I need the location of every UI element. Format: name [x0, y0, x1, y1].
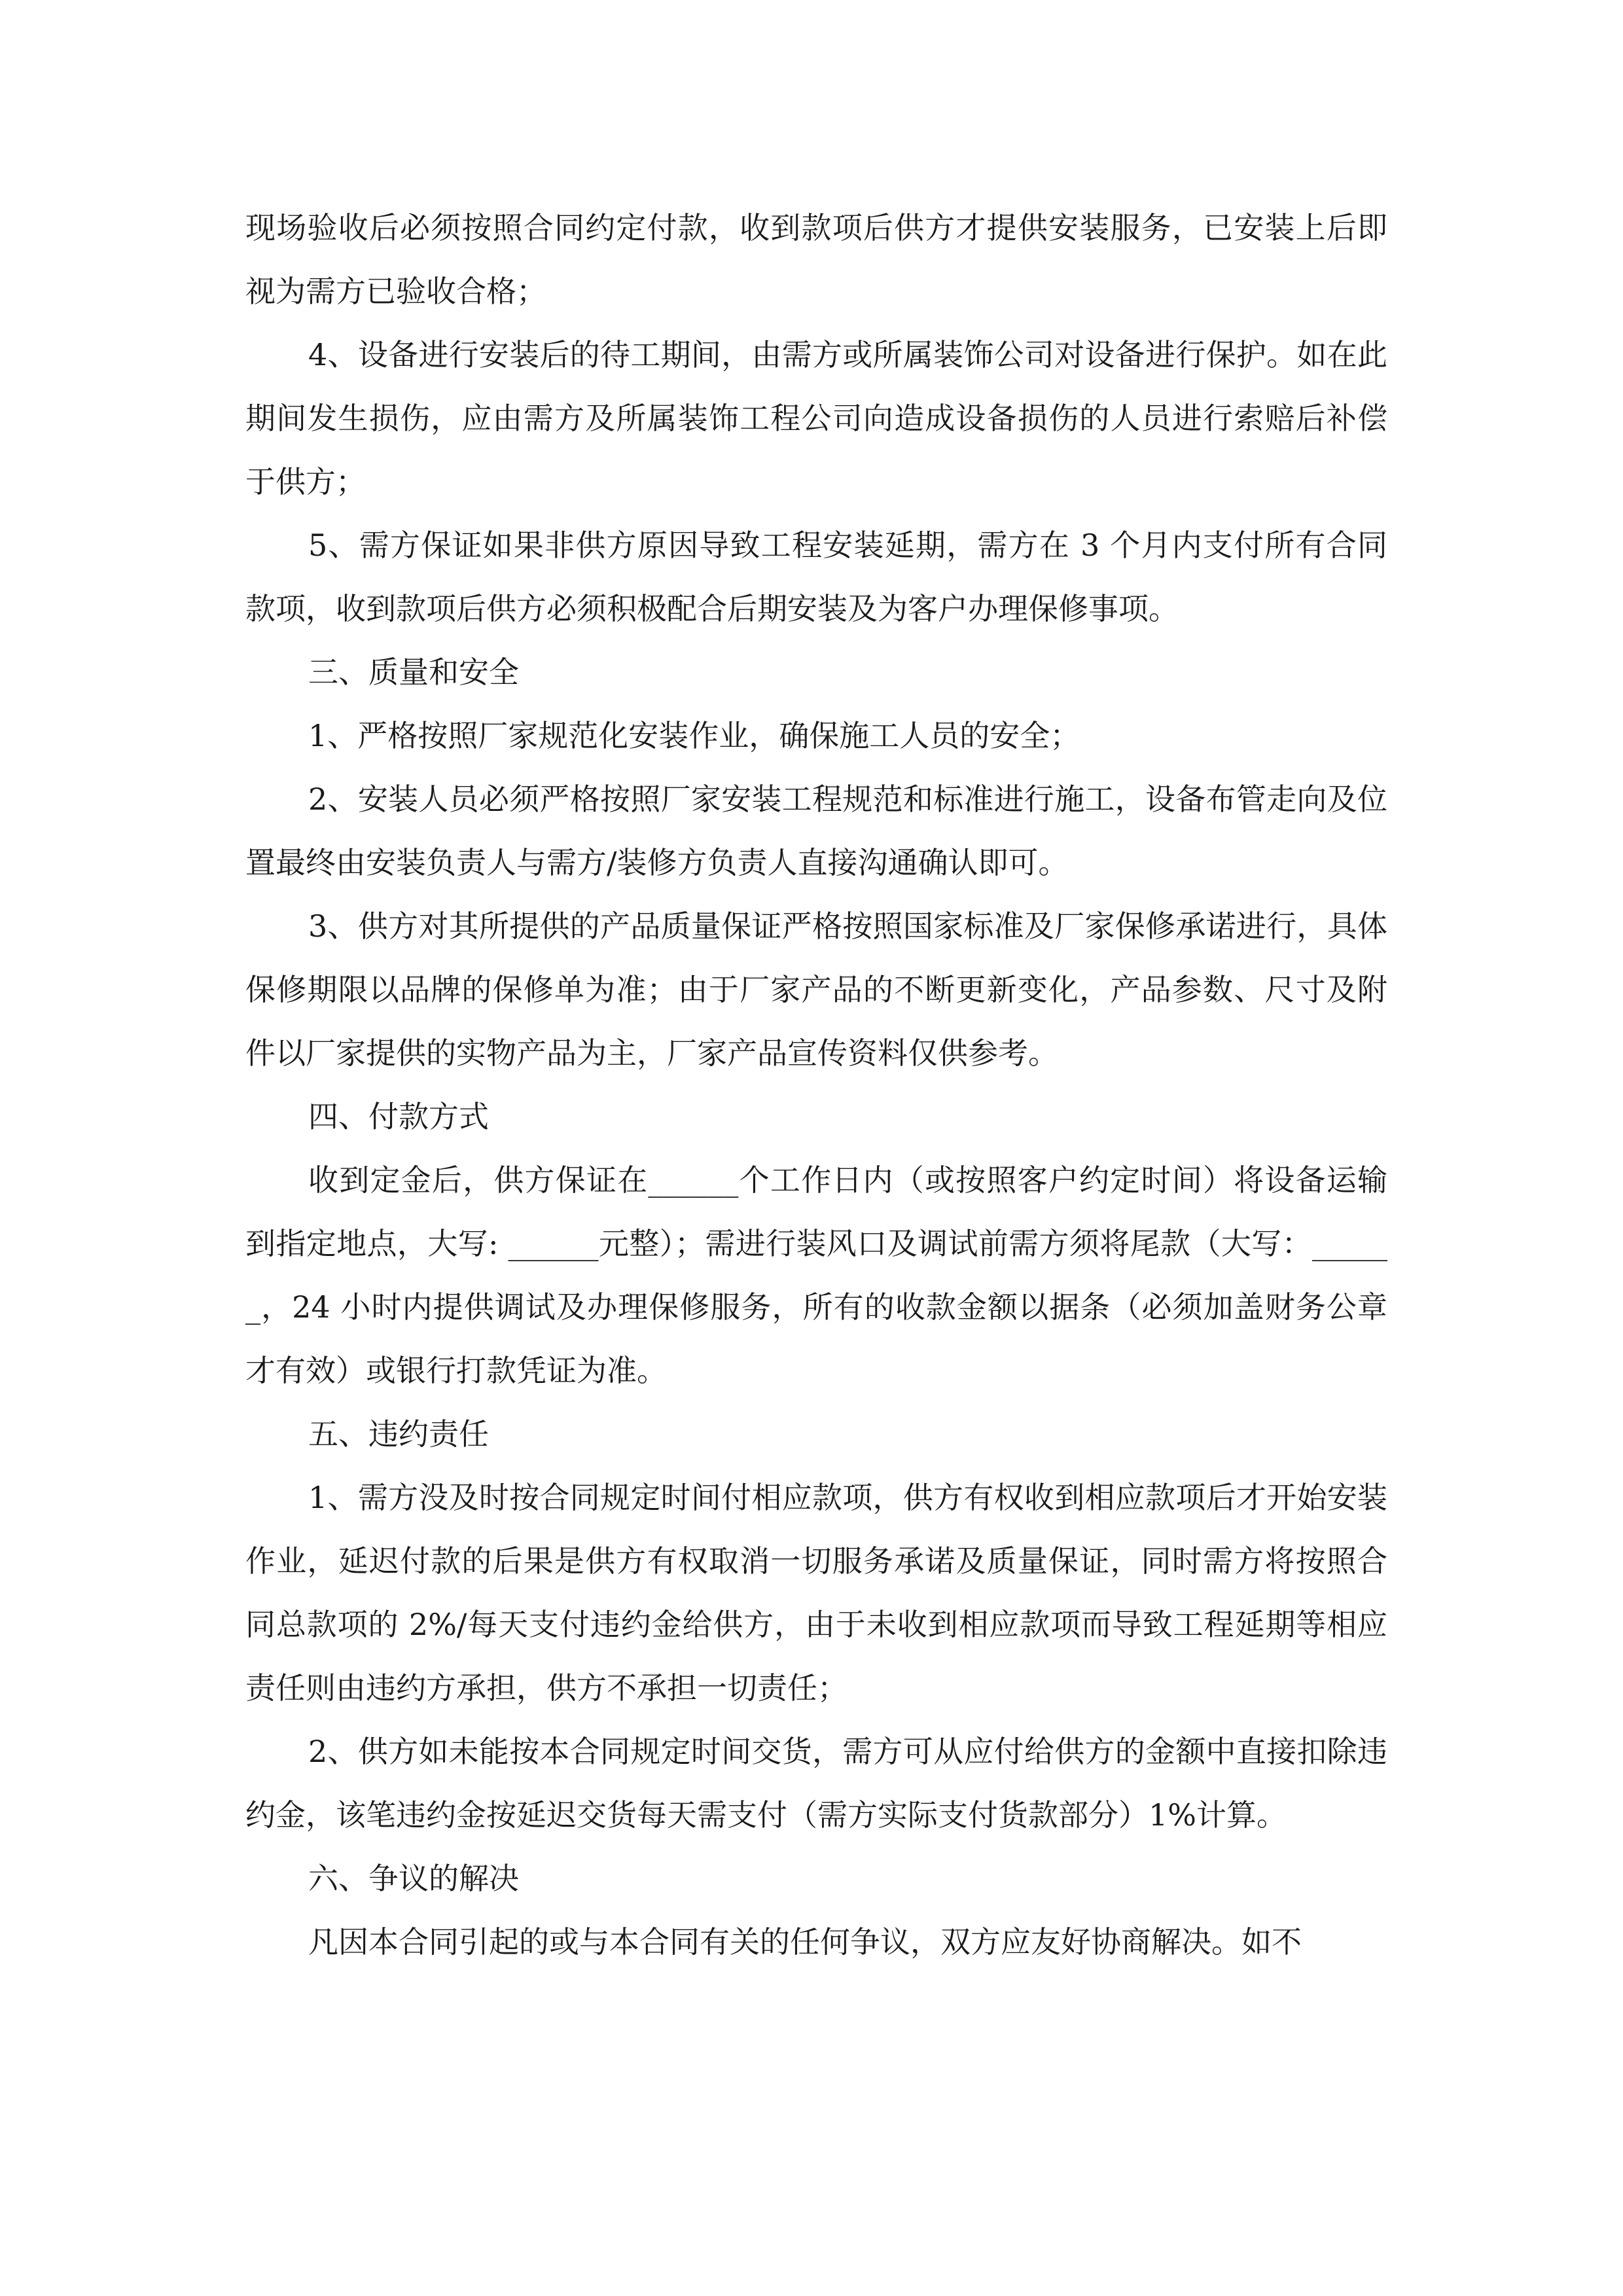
- paragraph-breach-2: 2、供方如未能按本合同规定时间交货，需方可从应付给供方的金额中直接扣除违约金，该笔违约金按延迟交货每天需支付（需方实际支付货款部分）1%计算。: [245, 1734, 1387, 1833]
- paragraph-dispute: 凡因本合同引起的或与本合同有关的任何争议，双方应友好协商解决。如不: [308, 1924, 1302, 1960]
- paragraph-clause-5-delay: 5、需方保证如果非供方原因导致工程安装延期，需方在 3 个月内支付所有合同款项，收到款项后供方必须积极配合后期安装及为客户办理保修事项。: [245, 528, 1387, 626]
- paragraph-quality-3: 3、供方对其所提供的产品质量保证严格按照国家标准及厂家保修承诺进行，具体保修期限以品牌的保修单为准；由于厂家产品的不断更新变化，产品参数、尺寸及附件以厂家提供的实物产品为主，厂家产品宣传资料仅供参考。: [245, 908, 1387, 1071]
- section-heading-payment: 四、付款方式: [308, 1099, 489, 1134]
- paragraph-clause-4-protection: 4、设备进行安装后的待工期间，由需方或所属装饰公司对设备进行保护。如在此期间发生损伤，应由需方及所属装饰工程公司向造成设备损伤的人员进行索赔后补偿于供方；: [245, 337, 1387, 499]
- paragraph-breach-1: 1、需方没及时按合同规定时间付相应款项，供方有权收到相应款项后才开始安装作业，延迟付款的后果是供方有权取消一切服务承诺及质量保证，同时需方将按照合同总款项的 2%/每天支付违约金给供方，由于未收到相应款项而导致工程延期等相应责任则由违约方承担，供方不承担一切责任；: [245, 1480, 1387, 1706]
- paragraph-quality-2: 2、安装人员必须严格按照厂家安装工程规范和标准进行施工，设备布管走向及位置最终由安装负责人与需方/装修方负责人直接沟通确认即可。: [245, 781, 1387, 880]
- paragraph-acceptance: 现场验收后必须按照合同约定付款，收到款项后供方才提供安装服务，已安装上后即视为需方已验收合格；: [245, 210, 1387, 309]
- paragraph-quality-1: 1、严格按照厂家规范化安装作业，确保施工人员的安全；: [308, 718, 1080, 753]
- section-heading-dispute: 六、争议的解决: [308, 1861, 519, 1896]
- paragraph-payment: 收到定金后，供方保证在______个工作日内（或按照客户约定时间）将设备运输到指定地点，大写: ______元整）；需进行装风口及调试前需方须将尾款（大写：______，24 小时内提供调试及办理保修服务，所有的收款金额以据条（必须加盖财务公章才有效）或银行打款凭证为准。: [245, 1162, 1387, 1388]
- section-heading-quality-safety: 三、质量和安全: [308, 655, 519, 690]
- document-body: [245, 196, 1387, 1974]
- section-heading-breach: 五、违约责任: [308, 1416, 489, 1452]
